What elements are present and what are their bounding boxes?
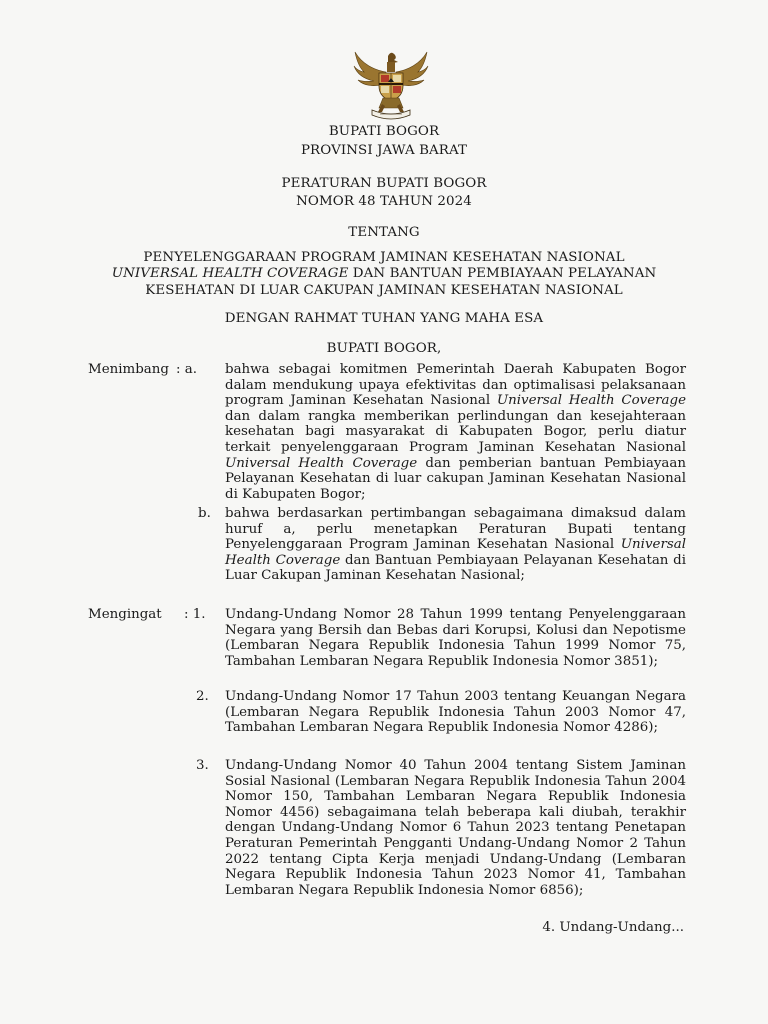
title-italic-term: UNIVERSAL HEALTH COVERAGE: [111, 266, 349, 281]
recalling-item-2: Undang-Undang Nomor 17 Tahun 2003 tentang Keuangan Negara (Lembaran Negara Republik Indonesia Tahun 2003 Nomor 47, Tambahan Lembaran Negara Republik Indonesia Nomor 4286);: [225, 689, 686, 736]
considering-a-italic-1: Universal Health Coverage: [496, 393, 686, 409]
regent-signatory-heading: BUPATI BOGOR,: [326, 341, 442, 356]
considering-b-text-1: bahwa berdasarkan pertimbangan sebagaimana dimaksud dalam huruf a, perlu menetapkan Peraturan Bupati tentang Penyelenggaraan Program Jaminan Kesehatan Nasional: [225, 506, 686, 553]
regulation-title-line-1: PENYELENGGARAAN PROGRAM JAMINAN KESEHATAN NASIONAL: [143, 250, 625, 265]
regulation-title-line-3: KESEHATAN DI LUAR CAKUPAN JAMINAN KESEHATAN NASIONAL: [145, 283, 623, 298]
regulation-heading: PERATURAN BUPATI BOGOR: [281, 176, 487, 191]
considering-a-text-2: dan dalam rangka memberikan perlindungan dan kesejahteraan kesehatan bagi masyarakat di Kabupaten Bogor, perlu diatur terkait penyelenggaraan Program Jaminan Kesehatan Nasional: [225, 408, 686, 455]
considering-a-text-1: bahwa sebagai komitmen Pemerintah Daerah Kabupaten Bogor dalam mendukung upaya efektivitas dan optimalisasi pelaksanaan program Jaminan Kesehatan Nasional: [225, 362, 686, 409]
recalling-marker-2: 2.: [196, 689, 209, 704]
recalling-item-3: Undang-Undang Nomor 40 Tahun 2004 tentang Sistem Jaminan Sosial Nasional (Lembaran Negara Republik Indonesia Tahun 2004 Nomor 150, Tambahan Lembaran Negara Republik Indonesia Nomor 4456) sebagaimana telah beberapa kali diubah, terakhir dengan Undang-Undang Nomor 6 Tahun 2023 tentang Penetapan Peraturan Pemerintah Pengganti Undang-Undang Nomor 2 Tahun 2022 tentang Cipta Kerja menjadi Undang-Undang (Lembaran Negara Republik Indonesia Tahun 2023 Nomor 41, Tambahan Lembaran Negara Republik Indonesia Nomor 6856);: [225, 758, 686, 898]
regulation-number: NOMOR 48 TAHUN 2024: [296, 194, 472, 209]
about-heading: TENTANG: [348, 225, 420, 240]
recalling-label: Mengingat: [88, 607, 162, 622]
recalling-item-1: Undang-Undang Nomor 28 Tahun 1999 tentang Penyelenggaraan Negara yang Bersih dan Bebas dari Korupsi, Kolusi dan Nepotisme (Lembaran Negara Republik Indonesia Tahun 1999 Nomor 75, Tambahan Lembaran Negara Republik Indonesia Nomor 3851);: [225, 607, 686, 669]
page-continuation: 4. Undang-Undang...: [542, 920, 684, 935]
considering-marker-b: b.: [198, 506, 211, 521]
considering-b-text-2: dan Bantuan Pembiayaan Pelayanan Kesehatan di Luar Cakupan Jaminan Kesehatan Nasional;: [225, 552, 686, 584]
considering-a-italic-2: Universal Health Coverage: [225, 455, 418, 471]
regulation-title-line-2: [0, 265, 768, 283]
considering-item-b: [225, 506, 686, 584]
title-line-2-rest: DAN BANTUAN PEMBIAYAAN PELAYANAN: [348, 266, 657, 281]
considering-item-a: [225, 362, 686, 502]
considering-a-text-3: dan pemberian bantuan Pembiayaan Pelayanan Kesehatan di luar cakupan Jaminan Kesehatan Nasional di Kabupaten Bogor;: [225, 455, 686, 502]
considering-marker-a: : a.: [176, 362, 198, 377]
province-heading: PROVINSI JAWA BARAT: [300, 143, 468, 158]
recalling-marker-3: 3.: [196, 758, 209, 773]
garuda-emblem-icon: [352, 46, 430, 122]
considering-b-italic-1: Universal Health Coverage: [225, 537, 686, 568]
considering-label: Menimbang: [88, 362, 169, 377]
recalling-marker-1: : 1.: [184, 607, 206, 622]
regent-heading: BUPATI BOGOR: [328, 124, 440, 139]
blessing-heading: DENGAN RAHMAT TUHAN YANG MAHA ESA: [224, 311, 544, 326]
